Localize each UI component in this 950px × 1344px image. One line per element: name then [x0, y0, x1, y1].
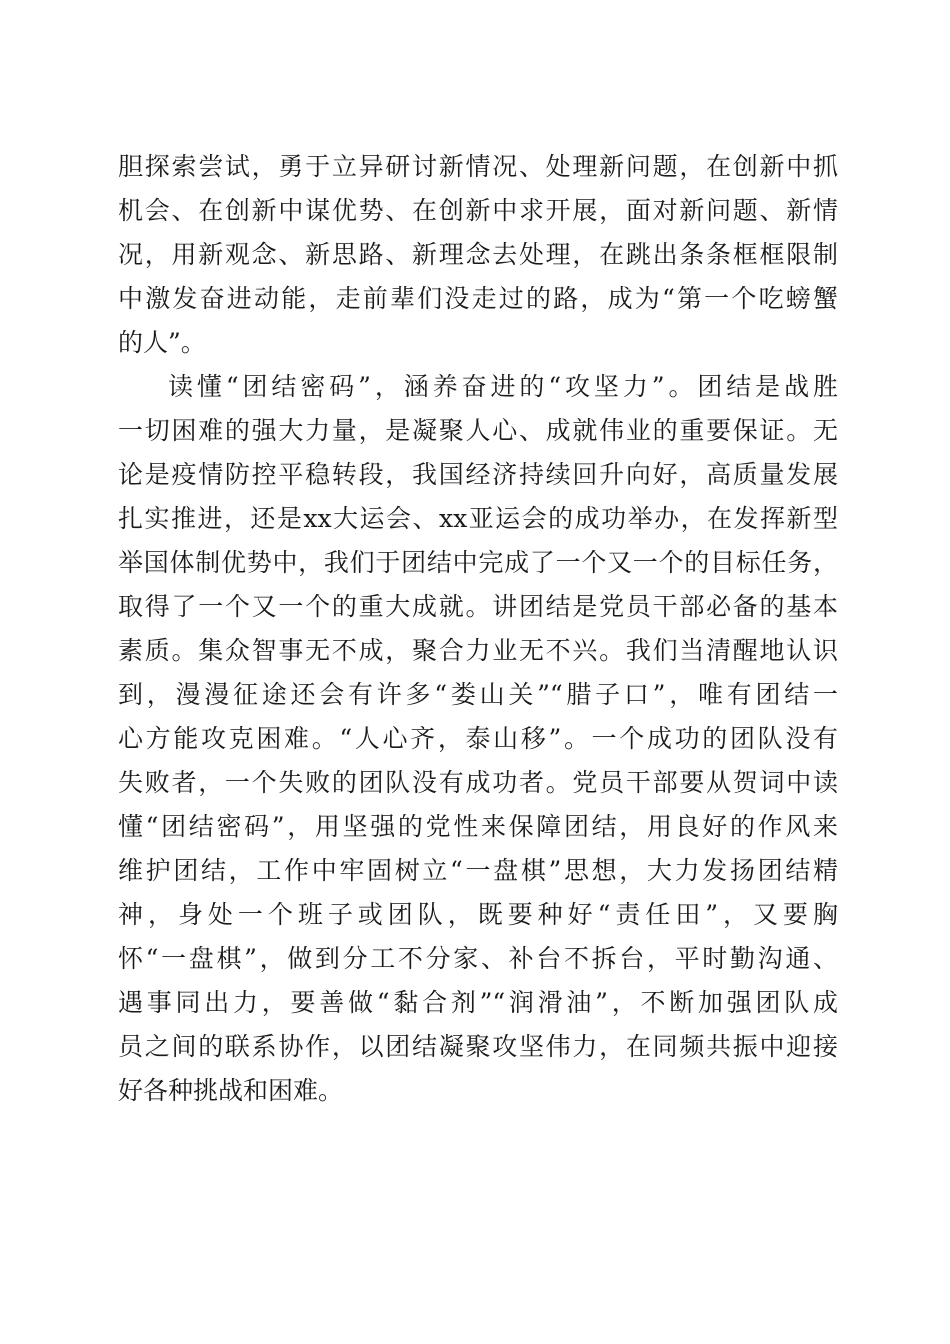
text-line: 懂“团结密码”，用坚强的党性来保障团结，用良好的作风来 [118, 812, 838, 841]
text-line: 机会、在创新中谋优势、在创新中求开展，面对新问题、新情 [118, 196, 838, 225]
text-line: 维护团结，工作中牢固树立“一盘棋”思想，大力发扬团结精 [118, 856, 838, 885]
text-line: 素质。集众智事无不成，聚合力业无不兴。我们当清醒地认识 [118, 636, 838, 665]
text-line: 心方能攻克困难。“人心齐，泰山移”。一个成功的团队没有 [118, 724, 838, 753]
text-line: 到，漫漫征途还会有许多“娄山关”“腊子口”，唯有团结一 [118, 680, 838, 709]
text-line: 中激发奋进动能，走前辈们没走过的路，成为“第一个吃螃蟹 [118, 284, 838, 313]
paragraph-innovation [118, 145, 838, 365]
text-line: 好各种挑战和困难。 [118, 1076, 344, 1105]
text-line: 况，用新观念、新思路、新理念去处理，在跳出条条框框限制 [118, 240, 838, 269]
text-line: 的人”。 [118, 328, 206, 357]
text-line: 员之间的联系协作，以团结凝聚攻坚伟力，在同频共振中迎接 [118, 1032, 838, 1061]
text-line: 遇事同出力，要善做“黏合剂”“润滑油”，不断加强团队成 [118, 988, 838, 1017]
text-line: 胆探索尝试，勇于立异研讨新情况、处理新问题，在创新中抓 [118, 152, 838, 181]
text-line: 举国体制优势中，我们于团结中完成了一个又一个的目标任务， [118, 548, 838, 577]
text-line: 怀“一盘棋”，做到分工不分家、补台不拆台，平时勤沟通、 [118, 944, 838, 973]
text-line: 失败者，一个失败的团队没有成功者。党员干部要从贺词中读 [118, 768, 838, 797]
text-line: 读懂“团结密码”，涵养奋进的“攻坚力”。团结是战胜 [168, 372, 838, 401]
text-line: 取得了一个又一个的重大成就。讲团结是党员干部必备的基本 [118, 592, 838, 621]
text-line: 神，身处一个班子或团队，既要种好“责任田”，又要胸 [118, 900, 838, 929]
text-line: 扎实推进，还是xx大运会、xx亚运会的成功举办，在发挥新型 [118, 504, 838, 533]
document-body [118, 145, 838, 1113]
text-line: 一切困难的强大力量，是凝聚人心、成就伟业的重要保证。无 [118, 416, 838, 445]
text-line: 论是疫情防控平稳转段，我国经济持续回升向好，高质量发展 [118, 460, 838, 489]
paragraph-unity [118, 365, 838, 1113]
